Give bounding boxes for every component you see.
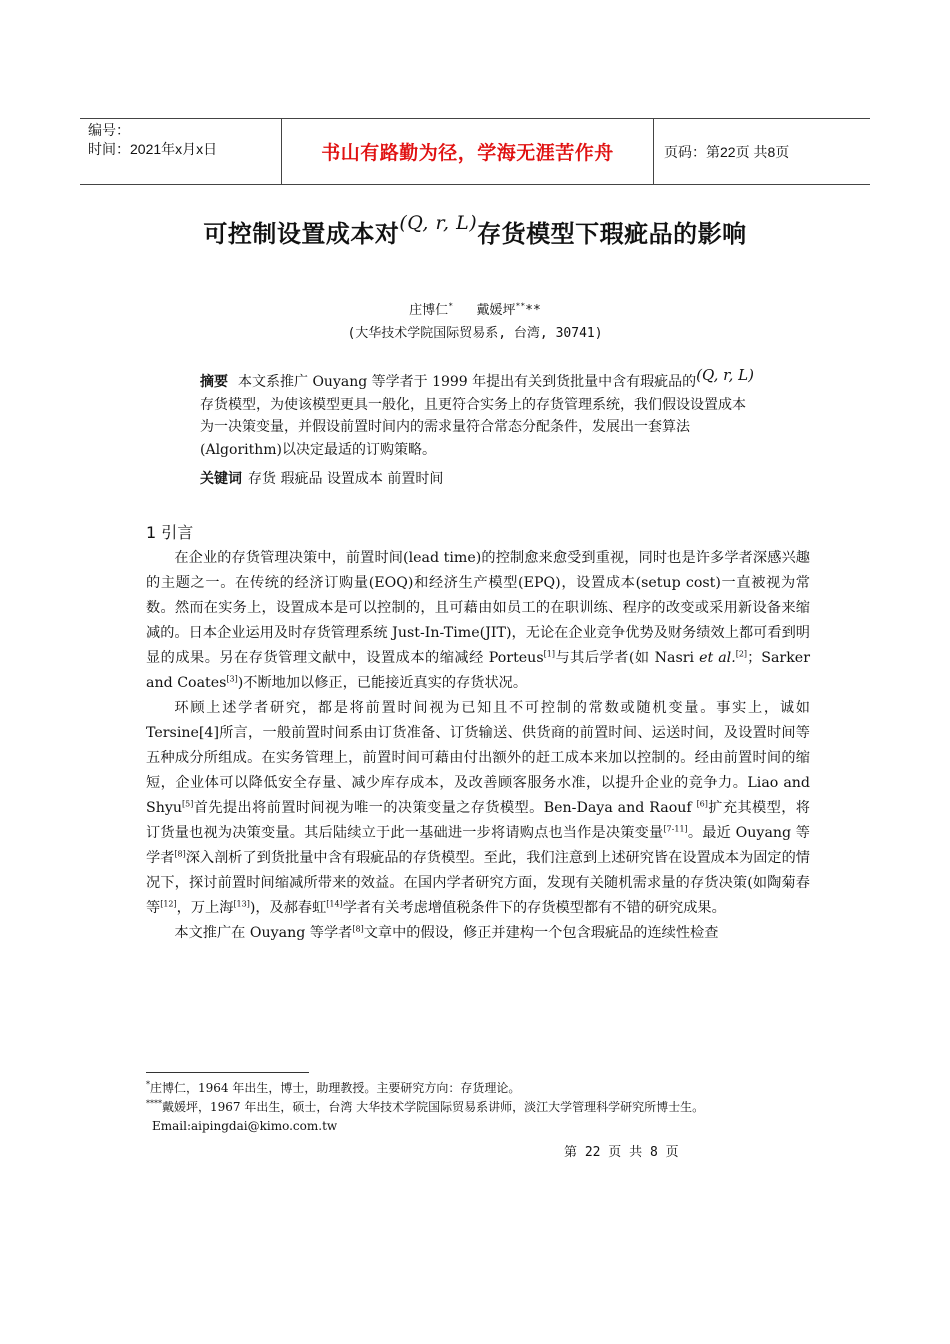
affiliation: (大华技术学院国际贸易系, 台湾, 30741): [347, 326, 603, 341]
p2-text-e: 深入剖析了到货批量中含有瑕疵品的存货模型。至此，我们注意到上述研究皆在设置成本为固定的情况下，探讨前置时间缩减所带来的效益。在国内学者研究方面，发现有关随机需求量的存货决策(如陶菊春等: [146, 850, 810, 916]
ref-1: [1]: [543, 649, 555, 659]
footnotes: [146, 1079, 846, 1136]
footnote-1: [146, 1079, 846, 1098]
footnote-2: [146, 1098, 846, 1117]
author-1: 庄博仁: [409, 303, 449, 318]
abstract-label: 摘要: [200, 374, 228, 390]
p2-text-a: 环顾上述学者研究，都是将前置时间视为已知且不可控制的常数或随机变量。事实上，诚如 Tersine[4]所言，一般前置时间系由订货准备、订货输送、供货商的前置时间、运送时间，及设置时间等五种成分所组成。在实务管理上，前置时间可藉由付出额外的赶工成本来加以控制的。经由前置时间的缩短，企业体可以降低安全存量、减少库存成本，及改善顾客服务水准，以提升企业的竞争力。Liao and Shyu: [146, 700, 810, 816]
p2-text-h: 学者有关考虑增值税条件下的存货模型都有不错的研究成果。: [342, 900, 726, 916]
footnote-1-mark: *: [146, 1080, 150, 1089]
paragraph-1: [146, 546, 810, 696]
footnote-1-text: 庄博仁，1964 年出生，博士，助理教授。主要研究方向：存货理论。: [150, 1081, 521, 1095]
author-2-tail: **: [525, 303, 541, 318]
ref-2: [2]: [735, 649, 748, 659]
footnote-2-text: 戴媛坪，1967 年出生，硕士，台湾 大华技术学院国际贸易系讲师，淡江大学管理科学研究所博士生。: [162, 1100, 705, 1114]
abstract-text-2: 存货模型，为使该模型更具一般化，且更符合实务上的存货管理系统，我们假设设置成本为一决策变量，并假设前置时间内的需求量符合常态分配条件，发展出一套算法(Algorithm)以决定最适的订购策略。: [200, 396, 746, 458]
header-middle-cell: [281, 119, 654, 184]
body-text: [146, 546, 810, 946]
page-label: 页码：第22页 共8页: [664, 143, 790, 160]
header-left-cell: [80, 119, 281, 184]
p1-text-c: ；Sarker and Coates: [146, 650, 810, 691]
title-after: 存货模型下瑕疵品的影响: [477, 220, 747, 248]
keywords: [200, 468, 755, 488]
title-before: 可控制设置成本对: [203, 220, 400, 248]
p2-text-f: ，万上海: [176, 900, 234, 916]
ref-6: [6]: [696, 799, 708, 809]
ref-8-again: [8]: [352, 924, 364, 934]
p3-text-b: 文章中的假设，修正并建构一个包含瑕疵品的连续性检查: [363, 925, 719, 941]
p2-text-d: 。最近 Ouyang 等学者: [146, 825, 810, 866]
ref-5: [5]: [182, 799, 194, 809]
footnote-2-mark: ****: [146, 1099, 162, 1108]
author-2: 戴媛坪: [476, 303, 516, 318]
page-header: [80, 118, 870, 185]
p1-etal: et al.: [699, 650, 736, 666]
author-1-mark: *: [448, 301, 454, 311]
ref-7-11: [7-11]: [663, 824, 688, 834]
p1-text-a: 在企业的存货管理决策中，前置时间(lead time)的控制愈来愈受到重视，同时也是许多学者深感兴趣的主题之一。在传统的经济订购量(EOQ)和经济生产模型(EPQ)，设置成本(setup cost)一直被视为常数。然而在实务上，设置成本是可以控制的，且可藉由如员工的在职训练、程序的改变或采用新设备来缩减的。日本企业运用及时存货管理系统 Just-In-Time(JIT)，无论在企业竞争优势及财务绩效上都可看到明显的成果。另在存货管理文献中，设置成本的缩减经 Porteus: [146, 550, 810, 666]
ref-14: [14]: [326, 899, 343, 909]
paragraph-2: [146, 696, 810, 921]
abstract: [200, 366, 755, 461]
footnote-email: Email:aipingdai@kimo.com.tw: [152, 1119, 338, 1133]
footnote-divider: [146, 1072, 309, 1073]
author-line: [0, 299, 950, 318]
p2-text-b: 首先提出将前置时间视为唯一的决策变量之存货模型。Ben-Daya and Raouf: [193, 800, 697, 816]
header-right-cell: [654, 119, 870, 184]
p1-text-b: 与其后学者(如 Nasri: [554, 650, 700, 666]
keywords-label: 关键词: [200, 471, 242, 487]
page-number: 第 22 页 共 8 页: [564, 1145, 679, 1160]
ref-13: [13]: [233, 899, 250, 909]
p1-text-d: )不断地加以修正，已能接近真实的存货状况。: [237, 675, 528, 691]
title-math: (Q, r, L): [399, 212, 478, 234]
paragraph-3: [146, 921, 810, 946]
keywords-text: 存货 瑕疵品 设置成本 前置时间: [248, 471, 444, 487]
number-label: 编号：: [88, 122, 130, 138]
time-label: 时间：2021年x月x日: [88, 141, 218, 157]
ref-3: [3]: [226, 674, 238, 684]
p3-text-a: 本文推广在 Ouyang 等学者: [174, 925, 353, 941]
abstract-math: (Q, r, L): [696, 366, 754, 384]
p2-text-c: 扩充其模型，将订货量也视为决策变量。其后陆续立于此一基础进一步将请购点也当作是决策变量: [146, 800, 810, 841]
motto-text: 书山有路勤为径，学海无涯苦作舟: [321, 142, 614, 164]
paper-title: [0, 214, 950, 249]
p2-text-g: )，及郝春虹: [249, 900, 327, 916]
abstract-text-1: 本文系推广 Ouyang 等学者于 1999 年提出有关到货批量中含有瑕疵品的: [238, 374, 697, 390]
ref-12: [12]: [160, 899, 177, 909]
section-heading: 1 引言: [146, 523, 194, 542]
ref-8: [8]: [174, 849, 186, 859]
author-2-mark: **: [515, 301, 526, 311]
